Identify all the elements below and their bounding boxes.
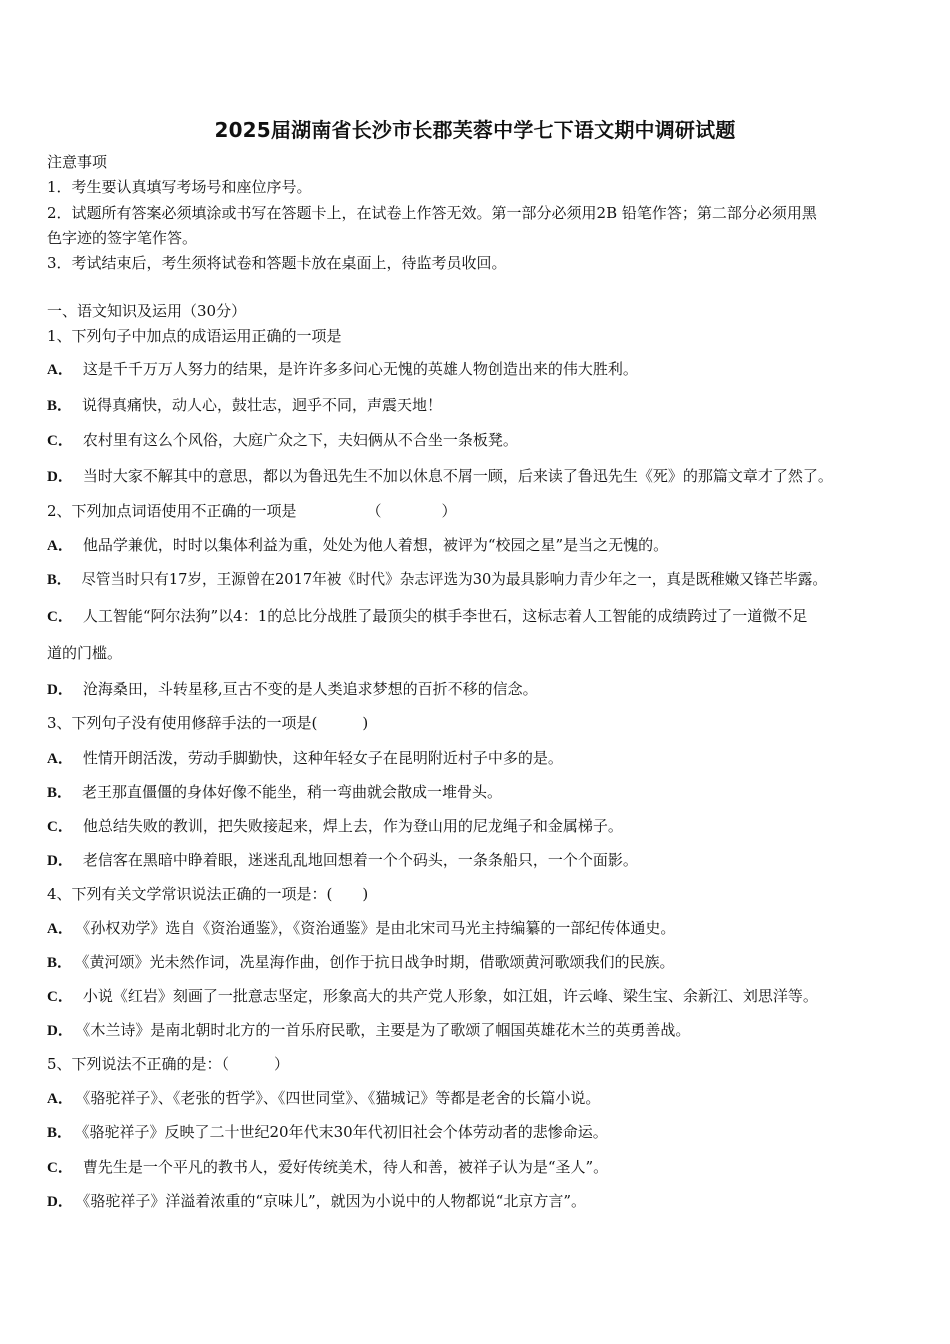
option-letter: A． — [47, 751, 73, 767]
option-letter: D． — [47, 1023, 73, 1039]
answer-paren: （ ） — [366, 502, 457, 520]
notice-item: 1．考生要认真填写考场号和座位序号。 — [47, 178, 312, 196]
question-stem: 2、下列加点词语使用不正确的一项是 — [47, 502, 297, 520]
option-row — [47, 918, 917, 939]
option-letter: D． — [47, 682, 73, 698]
option-row — [47, 359, 917, 380]
option-text: 《孙权劝学》选自《资治通鉴》，《资治通鉴》是由北宋司马光主持编纂的一部纪传体通史。 — [82, 919, 676, 937]
option-row-continued: 道的门槛。 — [47, 644, 123, 662]
option-row — [47, 986, 917, 1007]
option-letter: C． — [47, 989, 73, 1005]
option-text: 他总结失败的教训，把失败接起来，焊上去，作为登山用的尼龙绳子和金属梯子。 — [82, 817, 623, 835]
option-letter: B． — [47, 572, 72, 588]
notice-heading: 注意事项 — [47, 153, 108, 171]
option-text: 沧海桑田，斗转星移,亘古不变的是人类追求梦想的百折不移的信念。 — [82, 680, 538, 698]
option-text: 人工智能“阿尔法狗”以4：1的总比分战胜了最顶尖的棋手李世石，这标志着人工智能的成绩跨过了一道微不足 — [82, 607, 808, 625]
notice-item: 2．试题所有答案必须填涂或书写在答题卡上，在试卷上作答无效。第一部分必须用2B 铅笔作答；第二部分必须用黑 — [47, 204, 817, 222]
option-letter: A． — [47, 1091, 73, 1107]
option-letter: D． — [47, 469, 73, 485]
option-letter: B． — [47, 955, 73, 971]
option-text: 他品学兼优，时时以集体利益为重，处处为他人着想，被评为“校园之星”是当之无愧的。 — [82, 536, 669, 554]
option-letter: A． — [47, 362, 73, 378]
option-text: 尽管当时只有17岁，王源曾在2017年被《时代》杂志评选为30为最具影响力青少年之一，真是既稚嫩又锋芒毕露。 — [81, 571, 827, 588]
question-stem: 5、下列说法不正确的是：（ ） — [47, 1055, 290, 1073]
option-text: 小说《红岩》刻画了一批意志坚定，形象高大的共产党人形象，如江姐，许云峰、梁生宝、余新江、刘思洋等。 — [82, 987, 818, 1005]
option-row — [47, 1157, 917, 1178]
notice-item: 3．考试结束后，考生须将试卷和答题卡放在桌面上，待监考员收回。 — [47, 254, 507, 272]
option-row — [47, 430, 917, 451]
option-text: 老信客在黑暗中睁着眼，迷迷乱乱地回想着一个个码头，一条条船只，一个个面影。 — [82, 851, 638, 869]
option-letter: D． — [47, 1194, 73, 1210]
option-text: 这是千千万万人努力的结果，是许许多多问心无愧的英雄人物创造出来的伟大胜利。 — [82, 360, 638, 378]
option-text: 性情开朗活泼，劳动手脚勤快，这种年轻女子在昆明附近村子中多的是。 — [82, 749, 563, 767]
option-row — [47, 782, 917, 803]
option-row — [47, 1191, 917, 1212]
option-row — [47, 816, 917, 837]
option-row — [47, 570, 917, 590]
section-heading: 一、语文知识及运用（30分） — [47, 302, 247, 320]
option-row — [47, 535, 917, 556]
option-letter: C． — [47, 1160, 73, 1176]
option-text: 曹先生是一个平凡的教书人，爱好传统美术，待人和善，被祥子认为是“圣人”。 — [82, 1158, 609, 1176]
option-letter: A． — [47, 921, 73, 937]
option-letter: B． — [47, 398, 73, 414]
option-text: 《骆驼祥子》洋溢着浓重的“京味儿”，就因为小说中的人物都说“北京方言”。 — [82, 1192, 587, 1210]
option-letter: B． — [47, 785, 73, 801]
option-row — [47, 748, 917, 769]
option-row — [47, 850, 917, 871]
option-row — [47, 679, 917, 700]
option-row — [47, 606, 917, 627]
option-row — [47, 395, 917, 416]
option-row — [47, 1122, 917, 1143]
page-title: 2025届湖南省长沙市长郡芙蓉中学七下语文期中调研试题 — [214, 118, 736, 142]
option-letter: C． — [47, 433, 73, 449]
option-text: 农村里有这么个风俗，大庭广众之下，夫妇俩从不合坐一条板凳。 — [82, 431, 518, 449]
question-stem-row — [47, 501, 917, 521]
option-text: 《骆驼祥子》反映了二十世纪20年代末30年代初旧社会个体劳动者的悲惨命运。 — [82, 1123, 608, 1141]
question-stem: 4、下列有关文学常识说法正确的一项是：( ) — [47, 885, 369, 903]
option-text: 《黄河颂》光未然作词，冼星海作曲，创作于抗日战争时期，借歌颂黄河歌颂我们的民族。 — [82, 953, 675, 971]
option-letter: B． — [47, 1125, 73, 1141]
option-letter: D． — [47, 853, 73, 869]
option-text: 《骆驼祥子》、《老张的哲学》、《四世同堂》、《猫城记》等都是老舍的长篇小说。 — [82, 1089, 601, 1107]
option-letter: A． — [47, 538, 73, 554]
option-text: 《木兰诗》是南北朝时北方的一首乐府民歌，主要是为了歌颂了帼国英雄花木兰的英勇善战。 — [82, 1021, 691, 1039]
question-stem: 3、下列句子没有使用修辞手法的一项是( ) — [47, 714, 369, 732]
option-text: 当时大家不解其中的意思，都以为鲁迅先生不加以休息不屑一顾，后来读了鲁迅先生《死》的那篇文章才了然了。 — [82, 467, 833, 485]
option-row — [47, 1088, 917, 1109]
option-letter: C． — [47, 819, 73, 835]
notice-item: 色字迹的签字笔作答。 — [47, 229, 198, 247]
option-row — [47, 952, 917, 973]
option-text: 说得真痛快，动人心，鼓壮志，迥乎不同，声震天地！ — [82, 396, 443, 414]
option-row — [47, 1020, 917, 1041]
question-stem: 1、下列句子中加点的成语运用正确的一项是 — [47, 327, 342, 345]
option-row — [47, 466, 917, 487]
option-text: 老王那直僵僵的身体好像不能坐，稍一弯曲就会散成一堆骨头。 — [82, 783, 503, 801]
option-letter: C． — [47, 609, 73, 625]
